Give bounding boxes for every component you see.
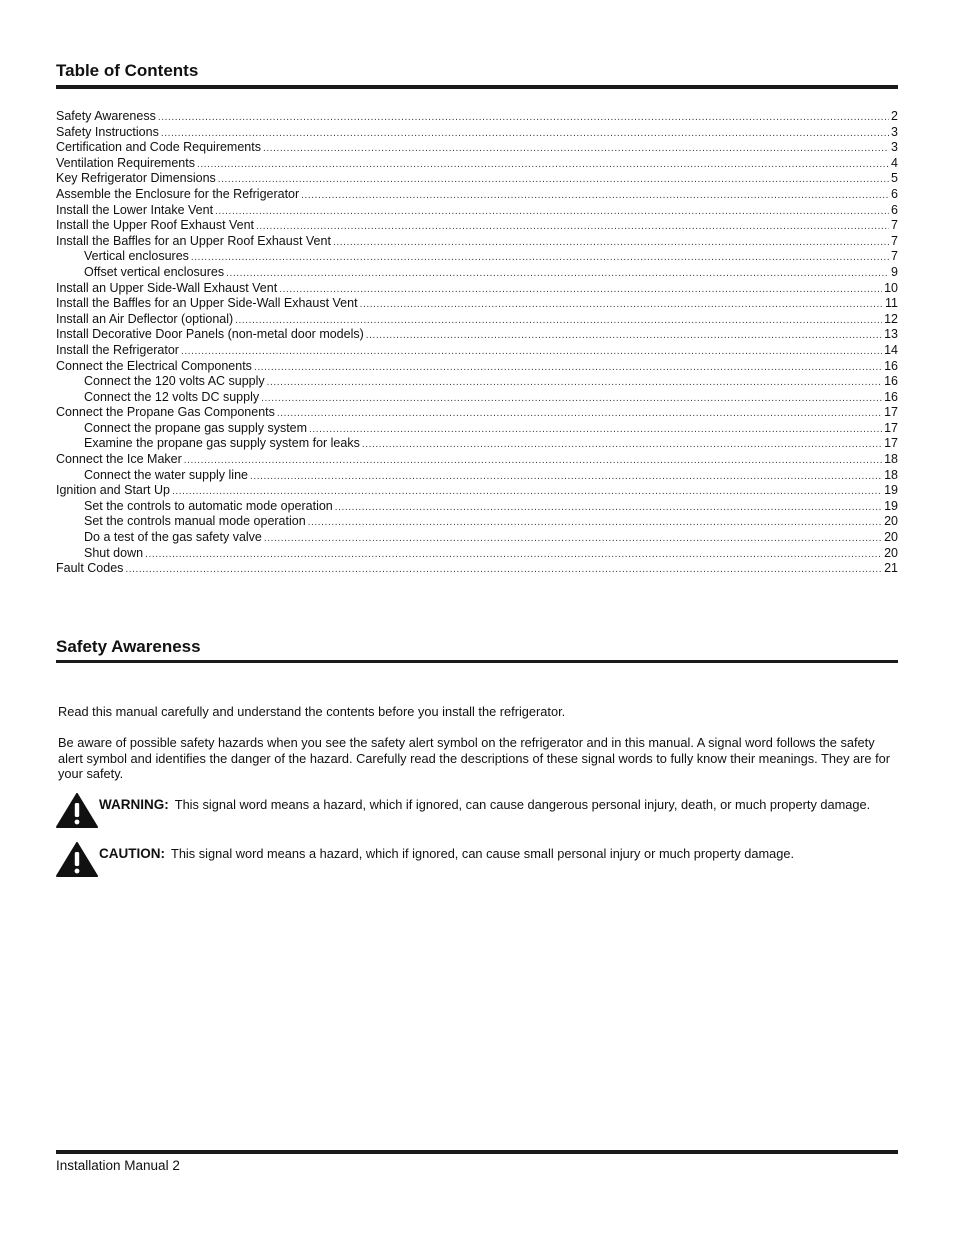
- toc-entry[interactable]: [56, 561, 898, 577]
- toc-subentry[interactable]: [56, 249, 898, 265]
- toc-entry-title: Fault Codes: [56, 561, 124, 576]
- warning-triangle-icon: [56, 793, 98, 829]
- toc-dot-leader: [263, 141, 889, 157]
- toc-entry-page-number: 19: [884, 483, 898, 498]
- toc-entry-page-number: 6: [891, 202, 898, 217]
- toc-entry-page-number: 7: [891, 233, 898, 248]
- toc-subentry[interactable]: [56, 546, 898, 562]
- safety-intro-paragraph: Read this manual carefully and understand the contents before you install the refrigerator.: [58, 704, 566, 719]
- toc-dot-leader: [191, 250, 889, 266]
- toc-entry-page-number: 17: [884, 420, 898, 435]
- toc-dot-leader: [145, 547, 882, 563]
- toc-entry-page-number: 5: [891, 171, 898, 186]
- toc-dot-leader: [308, 515, 882, 531]
- toc-heading: Table of Contents: [56, 61, 199, 80]
- warning-text: This signal word means a hazard, which if ignored, can cause dangerous personal injury, death, or much property damage.: [174, 797, 871, 812]
- toc-entry-page-number: 7: [891, 249, 898, 264]
- toc-subentry[interactable]: [56, 421, 898, 437]
- toc-entry-page-number: 3: [891, 124, 898, 139]
- footer-rule: [56, 1150, 898, 1154]
- toc-dot-leader: [215, 204, 889, 220]
- toc-entry-page-number: 6: [891, 186, 898, 201]
- toc-entry-page-number: 7: [891, 218, 898, 233]
- safety-body-paragraph: Be aware of possible safety hazards when you see the safety alert symbol on the refrigerator and in this manual. A signal word follows the safety alert symbol and identifies the danger of the hazard. Carefully read the descriptions of these signal words to fully know their meanings. They are for your safety.: [58, 735, 891, 782]
- toc-entry[interactable]: [56, 327, 898, 343]
- toc-entry[interactable]: [56, 187, 898, 203]
- toc-entry-page-number: 20: [884, 530, 898, 545]
- toc-entry-page-number: 11: [885, 296, 898, 311]
- toc-entry-title: Key Refrigerator Dimensions: [56, 171, 216, 186]
- toc-entry[interactable]: [56, 452, 898, 468]
- toc-dot-leader: [158, 110, 889, 126]
- toc-entry[interactable]: [56, 281, 898, 297]
- toc-entry-title: Connect the 120 volts AC supply: [84, 374, 265, 389]
- toc-subentry[interactable]: [56, 436, 898, 452]
- toc-entry-title: Set the controls to automatic mode operation: [84, 498, 333, 513]
- toc-dot-leader: [197, 157, 889, 173]
- toc-dot-leader: [226, 266, 889, 282]
- caution-text-block: [99, 846, 794, 862]
- toc-entry[interactable]: [56, 218, 898, 234]
- toc-entry-title: Install an Upper Side-Wall Exhaust Vent: [56, 280, 278, 295]
- toc-entry[interactable]: [56, 171, 898, 187]
- caution-notice: [56, 846, 898, 878]
- toc-subentry[interactable]: [56, 374, 898, 390]
- toc-entry[interactable]: [56, 203, 898, 219]
- toc-dot-leader: [335, 500, 882, 516]
- toc-dot-leader: [254, 360, 882, 376]
- toc-entry-title: Install Decorative Door Panels (non-metal door models): [56, 327, 364, 342]
- toc-entry-page-number: 18: [884, 452, 898, 467]
- toc-dot-leader: [184, 453, 882, 469]
- toc-dot-leader: [360, 297, 883, 313]
- toc-dot-leader: [362, 437, 882, 453]
- toc-entry-page-number: 3: [891, 140, 898, 155]
- toc-entry[interactable]: [56, 125, 898, 141]
- toc-dot-leader: [172, 484, 882, 500]
- toc-subentry[interactable]: [56, 499, 898, 515]
- toc-entry-title: Connect the Propane Gas Components: [56, 405, 275, 420]
- toc-entry-title: Install the Lower Intake Vent: [56, 202, 214, 217]
- toc-entry[interactable]: [56, 234, 898, 250]
- toc-dot-leader: [181, 344, 882, 360]
- toc-entry-page-number: 21: [884, 561, 898, 576]
- toc-entry-page-number: 19: [884, 498, 898, 513]
- caution-label: CAUTION:: [99, 846, 165, 861]
- toc-entry[interactable]: [56, 483, 898, 499]
- toc-entry-page-number: 17: [884, 436, 898, 451]
- toc-entry[interactable]: [56, 140, 898, 156]
- toc-subentry[interactable]: [56, 514, 898, 530]
- toc-dot-leader: [333, 235, 889, 251]
- toc-entry-page-number: 18: [884, 467, 898, 482]
- toc-entry-title: Connect the 12 volts DC supply: [84, 389, 260, 404]
- toc-entry-title: Set the controls manual mode operation: [84, 514, 306, 529]
- toc-entry-page-number: 20: [884, 514, 898, 529]
- warning-label: WARNING:: [99, 797, 169, 812]
- toc-entry-title: Install the Baffles for an Upper Roof Exhaust Vent: [56, 233, 331, 248]
- toc-entry-page-number: 16: [884, 358, 898, 373]
- toc-dot-leader: [279, 282, 882, 298]
- toc-entry-page-number: 16: [884, 389, 898, 404]
- toc-dot-leader: [250, 469, 882, 485]
- toc-subentry[interactable]: [56, 530, 898, 546]
- toc-entry-title: Connect the propane gas supply system: [84, 420, 308, 435]
- table-of-contents: [56, 109, 898, 577]
- toc-dot-leader: [366, 328, 882, 344]
- toc-entry-title: Shut down: [84, 545, 144, 560]
- toc-dot-leader: [235, 313, 882, 329]
- toc-entry-title: Certification and Code Requirements: [56, 140, 261, 155]
- toc-entry-page-number: 13: [884, 327, 898, 342]
- toc-entry-title: Connect the water supply line: [84, 467, 248, 482]
- toc-dot-leader: [267, 375, 882, 391]
- toc-entry-page-number: 10: [884, 280, 898, 295]
- toc-entry-title: Assemble the Enclosure for the Refrigerator: [56, 186, 300, 201]
- toc-heading-rule: [56, 85, 898, 89]
- toc-entry-title: Ventilation Requirements: [56, 155, 195, 170]
- toc-subentry[interactable]: [56, 390, 898, 406]
- toc-entry-title: Safety Instructions: [56, 124, 159, 139]
- warning-text-block: [99, 797, 870, 813]
- warning-notice: [56, 797, 898, 829]
- toc-entry-title: Do a test of the gas safety valve: [84, 530, 262, 545]
- safety-heading-rule: [56, 660, 898, 663]
- safety-heading: Safety Awareness: [56, 637, 201, 656]
- toc-entry[interactable]: [56, 109, 898, 125]
- toc-entry[interactable]: [56, 156, 898, 172]
- toc-entry-page-number: 20: [884, 545, 898, 560]
- toc-entry-title: Vertical enclosures: [84, 249, 189, 264]
- toc-entry-title: Examine the propane gas supply system for leaks: [84, 436, 360, 451]
- warning-triangle-icon: [56, 842, 98, 878]
- toc-entry-title: Safety Awareness: [56, 109, 156, 123]
- toc-dot-leader: [218, 172, 889, 188]
- toc-dot-leader: [256, 219, 889, 235]
- footer-page-label: Installation Manual 2: [56, 1158, 180, 1173]
- toc-entry[interactable]: [56, 405, 898, 421]
- toc-dot-leader: [309, 422, 882, 438]
- toc-entry[interactable]: [56, 359, 898, 375]
- toc-entry-title: Connect the Electrical Components: [56, 358, 252, 373]
- toc-dot-leader: [277, 406, 882, 422]
- toc-dot-leader: [301, 188, 889, 204]
- toc-dot-leader: [125, 562, 882, 578]
- toc-entry-title: Ignition and Start Up: [56, 483, 170, 498]
- toc-entry-title: Install the Refrigerator: [56, 342, 179, 357]
- toc-dot-leader: [161, 126, 889, 142]
- toc-subentry[interactable]: [56, 468, 898, 484]
- toc-dot-leader: [264, 531, 882, 547]
- toc-subentry[interactable]: [56, 265, 898, 281]
- toc-entry-page-number: 9: [891, 264, 898, 279]
- toc-entry-page-number: 17: [884, 405, 898, 420]
- caution-text: This signal word means a hazard, which if ignored, can cause small personal injury or much property damage.: [171, 846, 795, 861]
- toc-entry-page-number: 14: [884, 342, 898, 357]
- toc-entry-page-number: 16: [884, 374, 898, 389]
- toc-entry-page-number: 12: [884, 311, 898, 326]
- toc-entry-title: Install an Air Deflector (optional): [56, 311, 234, 326]
- toc-entry[interactable]: [56, 343, 898, 359]
- toc-entry-page-number: 2: [891, 109, 898, 123]
- toc-entry-title: Install the Upper Roof Exhaust Vent: [56, 218, 255, 233]
- toc-entry[interactable]: [56, 312, 898, 328]
- toc-dot-leader: [261, 391, 882, 407]
- toc-entry-title: Offset vertical enclosures: [84, 264, 225, 279]
- toc-entry[interactable]: [56, 296, 898, 312]
- toc-entry-title: Install the Baffles for an Upper Side-Wall Exhaust Vent: [56, 296, 358, 311]
- toc-entry-title: Connect the Ice Maker: [56, 452, 182, 467]
- toc-entry-page-number: 4: [891, 155, 898, 170]
